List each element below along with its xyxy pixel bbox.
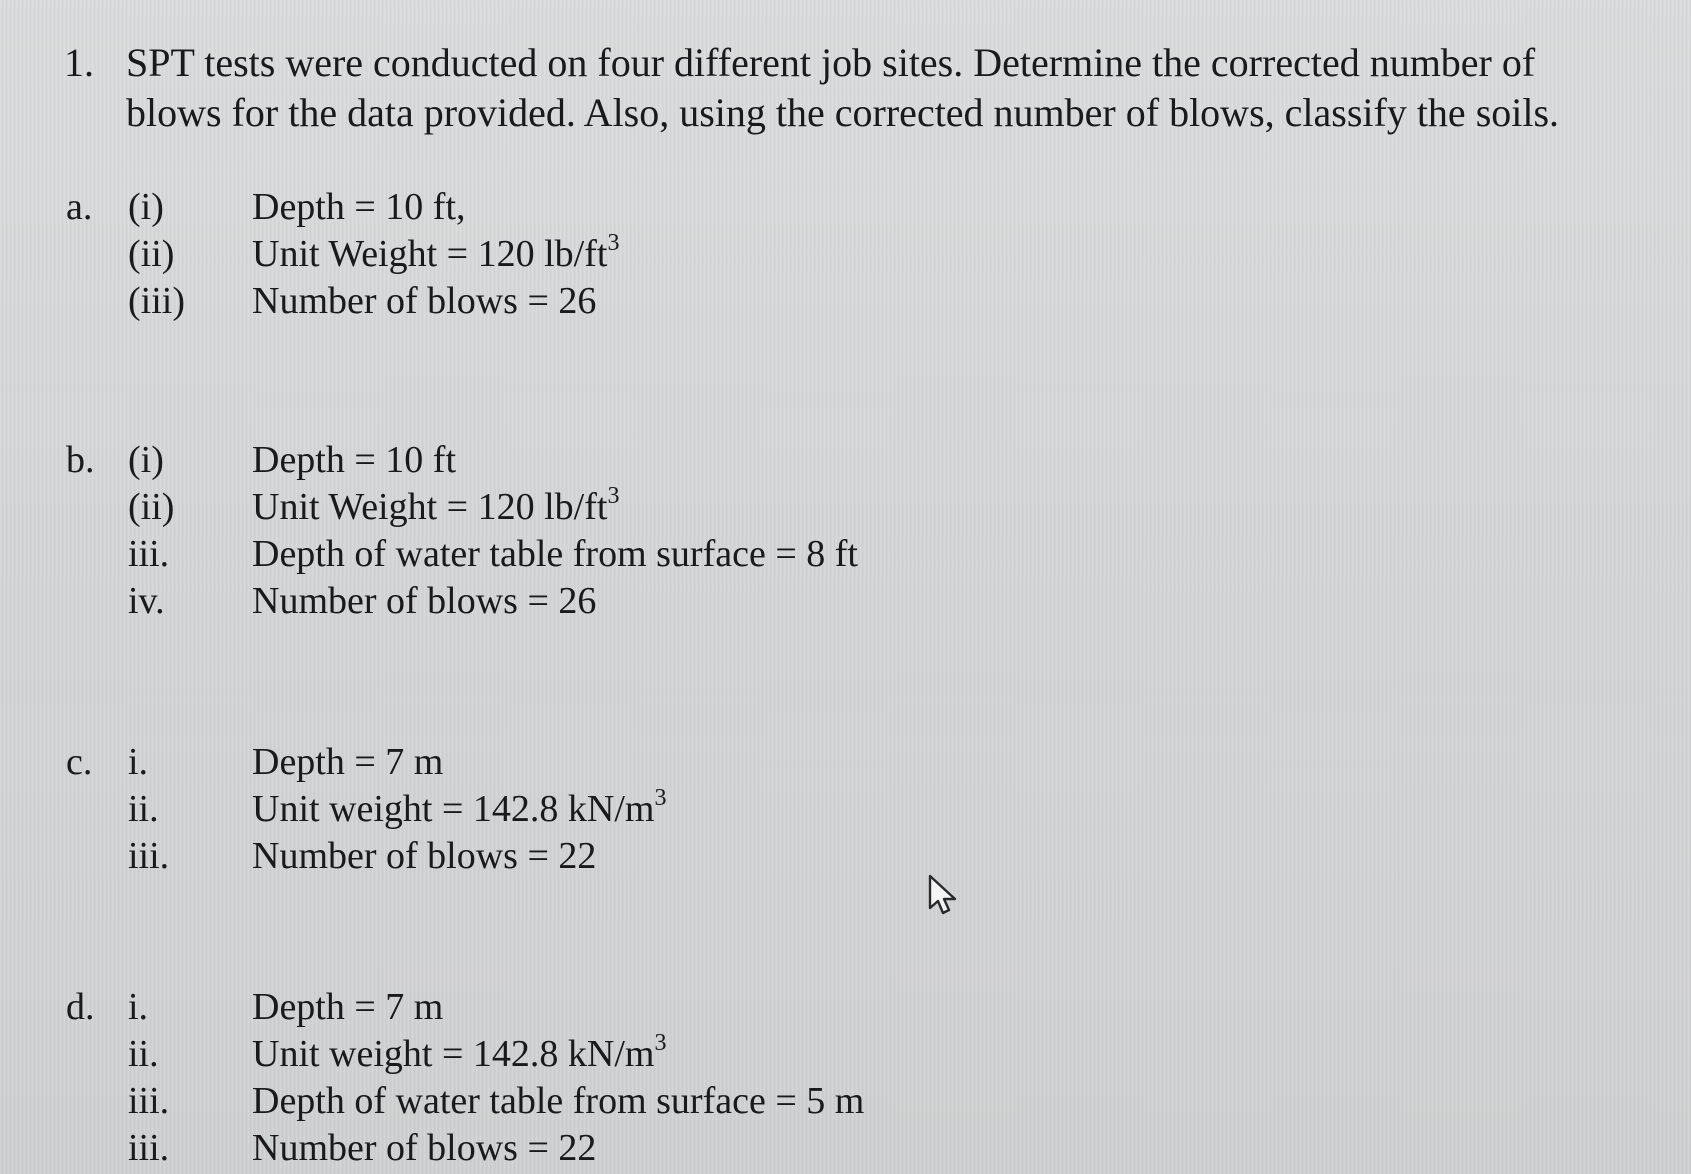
item-number: i.	[128, 741, 149, 783]
item-text: Unit weight = 142.8 $kN/m^3$	[252, 785, 667, 830]
question-text	[126, 38, 1626, 138]
item-text: Number of blows = 22	[252, 835, 597, 877]
item-number: iv.	[128, 580, 165, 622]
item-number: ii.	[128, 788, 159, 830]
part-letter: d.	[66, 986, 95, 1028]
item-text: Number of blows = 22	[252, 1127, 597, 1169]
item-text: Unit Weight = 120 $lb/ft^3$	[252, 483, 620, 528]
question-number: 1.	[64, 40, 94, 85]
mouse-pointer-icon	[928, 874, 964, 918]
part-letter: a.	[66, 186, 93, 228]
item-text: Unit weight = 142.8 $kN/m^3$	[252, 1030, 667, 1075]
superscript: 3	[654, 785, 667, 811]
item-text: Depth of water table from surface = 5 m	[252, 1080, 865, 1122]
item-text: Number of blows = 26	[252, 580, 597, 622]
item-text: Depth = 7 m	[252, 986, 444, 1028]
question-text-line-2: blows for the data provided. Also, using the corrected number of blows, classify the soils.	[126, 90, 1560, 135]
item-number: iii.	[128, 1080, 170, 1122]
item-text: Number of blows = 26	[252, 280, 597, 322]
item-number: (ii)	[128, 233, 175, 275]
item-text: Depth = 7 m	[252, 741, 444, 783]
question-text-line-1: SPT tests were conducted on four different job sites. Determine the corrected number of	[126, 40, 1536, 85]
item-number: iii.	[128, 533, 170, 575]
item-number: (i)	[128, 439, 164, 481]
item-number: (ii)	[128, 486, 175, 528]
item-text: Depth = 10 ft	[252, 439, 457, 481]
part-letter: c.	[66, 741, 93, 783]
item-number: iii.	[128, 1127, 170, 1169]
item-number: i.	[128, 986, 149, 1028]
superscript: 3	[607, 483, 620, 509]
superscript: 3	[654, 1030, 667, 1056]
item-number: (i)	[128, 186, 164, 228]
item-text: Unit Weight = 120 $lb/ft^3$	[252, 230, 620, 275]
item-text: Depth = 10 ft,	[252, 186, 466, 228]
item-number: ii.	[128, 1033, 159, 1075]
superscript: 3	[607, 230, 620, 256]
item-number: iii.	[128, 835, 170, 877]
item-text: Depth of water table from surface = 8 ft	[252, 533, 858, 575]
part-letter: b.	[66, 439, 95, 481]
item-number: (iii)	[128, 280, 185, 322]
